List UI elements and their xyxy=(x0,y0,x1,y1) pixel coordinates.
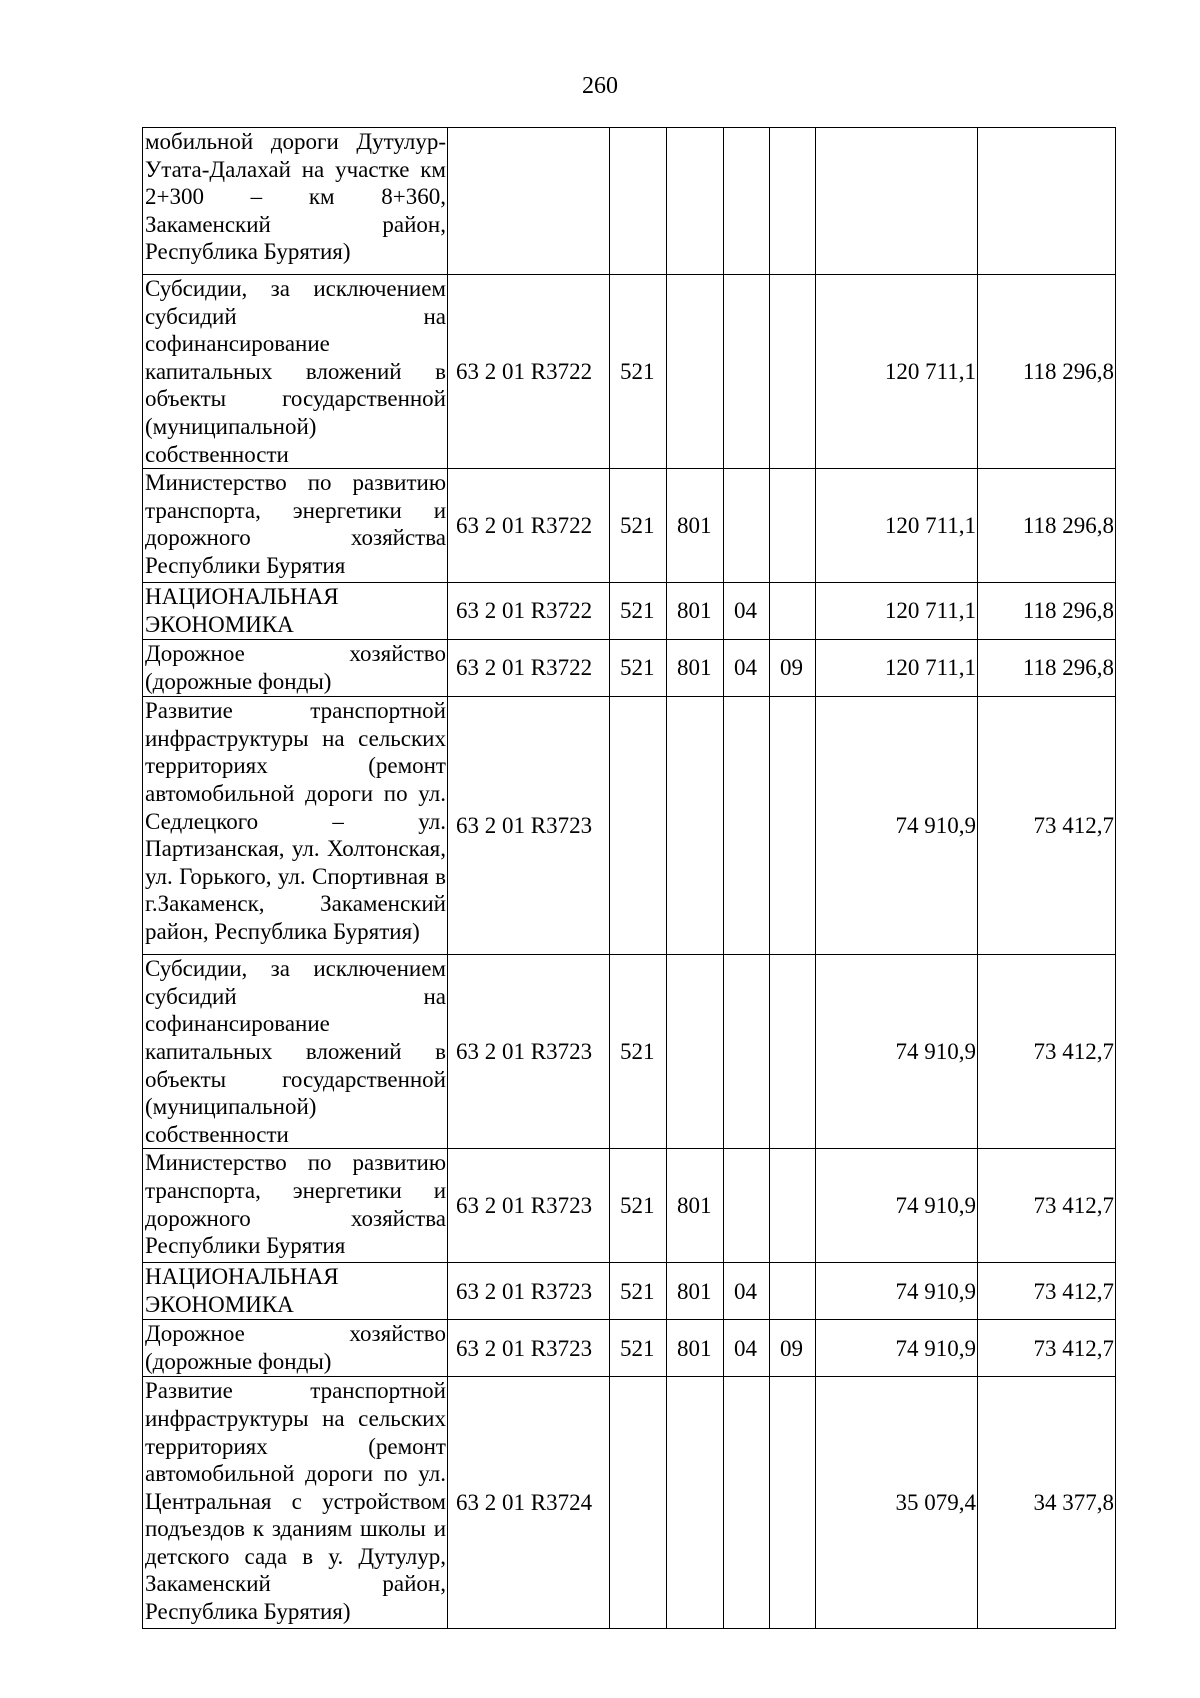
amount-2: 34 377,8 xyxy=(978,1377,1116,1629)
target-article-code: 63 2 01 R3723 xyxy=(448,697,610,955)
subsection-code: 09 xyxy=(770,1320,816,1377)
section-code xyxy=(724,128,770,275)
amount-1: 74 910,9 xyxy=(816,1149,978,1263)
ministry-code: 801 xyxy=(667,469,724,583)
section-code: 04 xyxy=(724,1263,770,1320)
subsection-code xyxy=(770,469,816,583)
amount-1 xyxy=(816,128,978,275)
subsection-code xyxy=(770,275,816,469)
table-row xyxy=(143,955,1116,1149)
table-row xyxy=(143,128,1116,275)
expense-type-code: 521 xyxy=(610,1263,667,1320)
row-name: НАЦИОНАЛЬНАЯ ЭКОНОМИКА xyxy=(143,583,448,640)
ministry-code xyxy=(667,1377,724,1629)
expense-type-code xyxy=(610,697,667,955)
target-article-code: 63 2 01 R3722 xyxy=(448,640,610,697)
expense-type-code: 521 xyxy=(610,583,667,640)
ministry-code xyxy=(667,275,724,469)
section-code: 04 xyxy=(724,1320,770,1377)
subsection-code xyxy=(770,697,816,955)
ministry-code xyxy=(667,128,724,275)
section-code xyxy=(724,275,770,469)
amount-1: 74 910,9 xyxy=(816,1263,978,1320)
section-code xyxy=(724,1377,770,1629)
subsection-code: 09 xyxy=(770,640,816,697)
amount-2: 118 296,8 xyxy=(978,469,1116,583)
expense-type-code: 521 xyxy=(610,275,667,469)
expense-type-code: 521 xyxy=(610,1320,667,1377)
section-code: 04 xyxy=(724,583,770,640)
amount-2: 118 296,8 xyxy=(978,640,1116,697)
row-name: Министерство по развитию транспорта, энергетики и дорожного хозяйства Республики Бурятия xyxy=(143,469,448,583)
ministry-code: 801 xyxy=(667,583,724,640)
amount-2: 118 296,8 xyxy=(978,275,1116,469)
section-code xyxy=(724,955,770,1149)
amount-1: 35 079,4 xyxy=(816,1377,978,1629)
ministry-code xyxy=(667,955,724,1149)
amount-1: 120 711,1 xyxy=(816,583,978,640)
amount-1: 74 910,9 xyxy=(816,1320,978,1377)
table-row xyxy=(143,1377,1116,1629)
table-row xyxy=(143,1149,1116,1263)
row-name: Дорожное хозяйство (дорожные фонды) xyxy=(143,640,448,697)
row-name: Субсидии, за исключением субсидий на софинансирование капитальных вложений в объекты государственной (муниципальной) собственности xyxy=(143,275,448,469)
amount-2: 73 412,7 xyxy=(978,1263,1116,1320)
amount-2: 73 412,7 xyxy=(978,1320,1116,1377)
expense-type-code: 521 xyxy=(610,955,667,1149)
amount-1: 120 711,1 xyxy=(816,469,978,583)
target-article-code: 63 2 01 R3723 xyxy=(448,1320,610,1377)
target-article-code: 63 2 01 R3722 xyxy=(448,275,610,469)
expense-type-code: 521 xyxy=(610,469,667,583)
amount-2: 73 412,7 xyxy=(978,697,1116,955)
table-row xyxy=(143,697,1116,955)
amount-2: 73 412,7 xyxy=(978,1149,1116,1263)
table-row xyxy=(143,275,1116,469)
row-name: Министерство по развитию транспорта, энергетики и дорожного хозяйства Республики Бурятия xyxy=(143,1149,448,1263)
ministry-code: 801 xyxy=(667,1263,724,1320)
row-name: мобильной дороги Дутулур-Утата-Далахай на участке км 2+300 – км 8+360, Закаменский район, Республика Бурятия) xyxy=(143,128,448,275)
ministry-code: 801 xyxy=(667,1320,724,1377)
subsection-code xyxy=(770,1377,816,1629)
subsection-code xyxy=(770,955,816,1149)
amount-1: 120 711,1 xyxy=(816,640,978,697)
subsection-code xyxy=(770,1149,816,1263)
expense-type-code: 521 xyxy=(610,1149,667,1263)
expense-type-code xyxy=(610,1377,667,1629)
row-name: Развитие транспортной инфраструктуры на сельских территориях (ремонт автомобильной дороги по ул. Центральная с устройством подъездов к зданиям школы и детского сада в у. Дутулур, Закаменский район, Республика Бурятия) xyxy=(143,1377,448,1629)
section-code: 04 xyxy=(724,640,770,697)
target-article-code xyxy=(448,128,610,275)
subsection-code xyxy=(770,583,816,640)
expense-type-code xyxy=(610,128,667,275)
section-code xyxy=(724,697,770,955)
table-row xyxy=(143,583,1116,640)
target-article-code: 63 2 01 R3723 xyxy=(448,1263,610,1320)
page-number: 260 xyxy=(582,73,618,99)
amount-1: 74 910,9 xyxy=(816,697,978,955)
row-name: НАЦИОНАЛЬНАЯ ЭКОНОМИКА xyxy=(143,1263,448,1320)
row-name: Развитие транспортной инфраструктуры на сельских территориях (ремонт автомобильной дороги по ул. Седлецкого – ул. Партизанская, ул. Холтонская, ул. Горького, ул. Спортивная в г.Закаменск, Закаменский район, Республика Бурятия) xyxy=(143,697,448,955)
expense-type-code: 521 xyxy=(610,640,667,697)
amount-2 xyxy=(978,128,1116,275)
section-code xyxy=(724,1149,770,1263)
table-row xyxy=(143,469,1116,583)
amount-2: 118 296,8 xyxy=(978,583,1116,640)
budget-table xyxy=(142,127,1116,1629)
target-article-code: 63 2 01 R3722 xyxy=(448,469,610,583)
target-article-code: 63 2 01 R3723 xyxy=(448,955,610,1149)
ministry-code: 801 xyxy=(667,1149,724,1263)
target-article-code: 63 2 01 R3722 xyxy=(448,583,610,640)
target-article-code: 63 2 01 R3723 xyxy=(448,1149,610,1263)
amount-2: 73 412,7 xyxy=(978,955,1116,1149)
target-article-code: 63 2 01 R3724 xyxy=(448,1377,610,1629)
row-name: Субсидии, за исключением субсидий на софинансирование капитальных вложений в объекты государственной (муниципальной) собственности xyxy=(143,955,448,1149)
ministry-code xyxy=(667,697,724,955)
subsection-code xyxy=(770,128,816,275)
section-code xyxy=(724,469,770,583)
table-row xyxy=(143,640,1116,697)
ministry-code: 801 xyxy=(667,640,724,697)
amount-1: 74 910,9 xyxy=(816,955,978,1149)
subsection-code xyxy=(770,1263,816,1320)
row-name: Дорожное хозяйство (дорожные фонды) xyxy=(143,1320,448,1377)
table-row xyxy=(143,1320,1116,1377)
table-row xyxy=(143,1263,1116,1320)
amount-1: 120 711,1 xyxy=(816,275,978,469)
